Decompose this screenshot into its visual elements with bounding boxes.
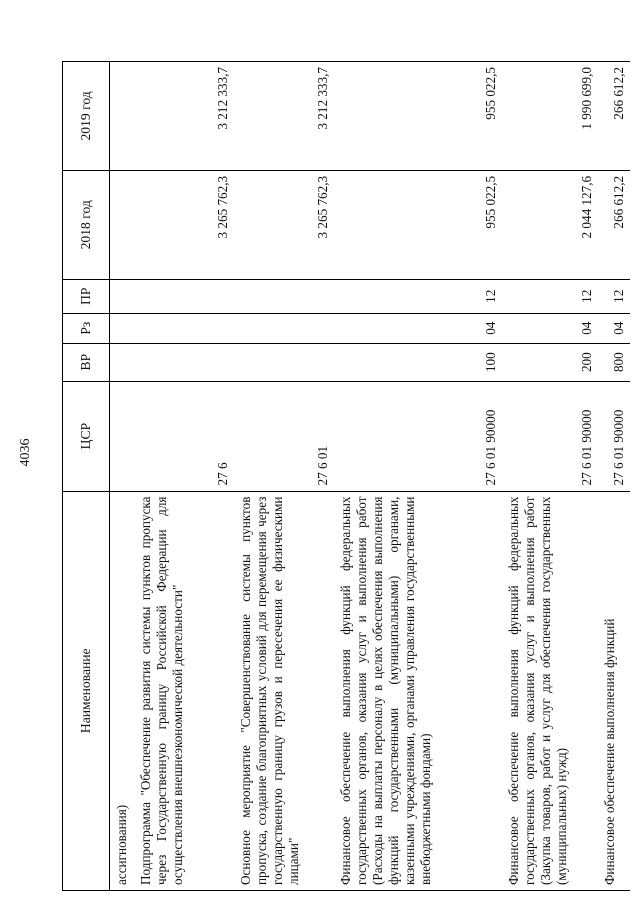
row-csr xyxy=(110,381,134,491)
header-csr: ЦСР xyxy=(62,381,110,491)
row-csr: 27 6 01 90000 xyxy=(598,381,630,491)
table-header-row xyxy=(62,61,110,891)
row-2019: 955 022,5 xyxy=(334,61,502,170)
row-rz xyxy=(134,313,234,343)
page-number: 4036 xyxy=(18,438,33,467)
row-2018: 3 265 762,3 xyxy=(134,170,234,279)
budget-table xyxy=(62,61,630,891)
row-2019: 3 212 333,7 xyxy=(234,61,334,170)
row-name: ассигнования) xyxy=(110,491,134,890)
table-row xyxy=(234,61,334,891)
row-pr: 12 xyxy=(334,279,502,313)
row-2018 xyxy=(110,170,134,279)
row-vr xyxy=(134,343,234,381)
row-rz xyxy=(110,313,134,343)
row-rz xyxy=(234,313,334,343)
row-name: Финансовое обеспечение выполнения функций федеральных государственных органов, оказания услуг и выполнения работ (Расходы на выплаты персоналу в целях обеспечения выполнения функций государственными (муниципальными) органами, казенными учреждениями, органами управления государственными внебюджетными фондами) xyxy=(334,491,502,890)
row-csr: 27 6 01 xyxy=(234,381,334,491)
row-vr: 100 xyxy=(334,343,502,381)
row-rz: 04 xyxy=(334,313,502,343)
row-name: Финансовое обеспечение выполнения функций xyxy=(598,491,630,890)
row-vr xyxy=(234,343,334,381)
row-name: Подпрограмма "Обеспечение развития системы пунктов пропуска через Государственную границу Российской Федерации для осуществления внешнеэкономической деятельности" xyxy=(134,491,234,890)
row-csr: 27 6 01 90000 xyxy=(502,381,598,491)
table-row xyxy=(502,61,598,891)
row-2018: 266 612,2 xyxy=(598,170,630,279)
row-pr: 12 xyxy=(598,279,630,313)
row-2018: 955 022,5 xyxy=(334,170,502,279)
row-name: Основное мероприятие "Совершенствование системы пунктов пропуска, создание благоприятных условий для перемещения через государственную границу грузов и пересечения ее физическими лицами" xyxy=(234,491,334,890)
row-csr: 27 6 01 90000 xyxy=(334,381,502,491)
header-rz: Рз xyxy=(62,313,110,343)
row-2018: 2 044 127,6 xyxy=(502,170,598,279)
header-name: Наименование xyxy=(62,491,110,890)
row-2019 xyxy=(110,61,134,170)
row-2019: 3 212 333,7 xyxy=(134,61,234,170)
row-vr: 200 xyxy=(502,343,598,381)
table-row xyxy=(134,61,234,891)
row-rz: 04 xyxy=(502,313,598,343)
row-rz: 04 xyxy=(598,313,630,343)
row-name: Финансовое обеспечение выполнения функций федеральных государственных органов, оказания услуг и выполнения работ (Закупка товаров, работ и услуг для обеспечения государственных (муниципальных) нужд) xyxy=(502,491,598,890)
row-2018: 3 265 762,3 xyxy=(234,170,334,279)
table-body xyxy=(110,61,630,891)
table-row xyxy=(110,61,134,891)
row-pr xyxy=(234,279,334,313)
row-2019: 1 990 699,0 xyxy=(502,61,598,170)
row-vr: 800 xyxy=(598,343,630,381)
row-vr xyxy=(110,343,134,381)
row-2019: 266 612,2 xyxy=(598,61,630,170)
row-csr: 27 6 xyxy=(134,381,234,491)
table-row xyxy=(598,61,630,891)
header-pr: ПР xyxy=(62,279,110,313)
row-pr xyxy=(134,279,234,313)
header-2018: 2018 год xyxy=(62,170,110,279)
header-vr: ВР xyxy=(62,343,110,381)
header-2019: 2019 год xyxy=(62,61,110,170)
table-row xyxy=(334,61,502,891)
row-pr xyxy=(110,279,134,313)
row-pr: 12 xyxy=(502,279,598,313)
